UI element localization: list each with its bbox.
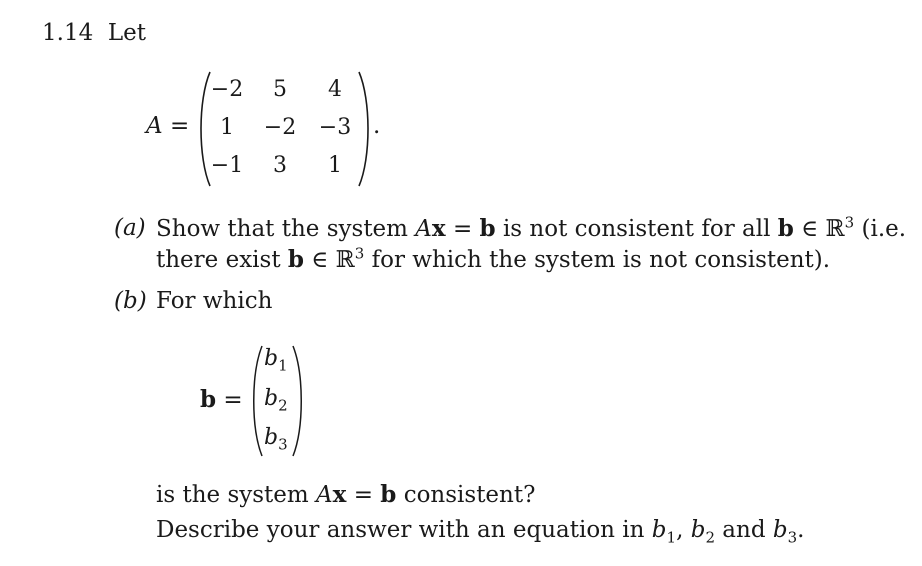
matrix-cell: 3 [273,153,287,178]
matrix-cell: −3 [318,115,352,140]
matrix-cell: 4 [328,77,342,102]
matrix-cell: 1 [220,115,234,140]
matrix-cell: 5 [273,77,287,102]
vector-lhs: b = [200,386,243,413]
matrix-cell: −1 [210,153,244,178]
matrix-lhs: A = [146,113,190,139]
vector-entry: $b_3$ [264,425,288,454]
vector-entry: $b_2$ [264,386,288,415]
matrix-cell: −2 [263,115,297,140]
problem-intro: Let [107,20,146,46]
vector-entry: $b_1$ [264,346,288,375]
vector-right-paren [290,344,306,458]
part-b-label: (b) [114,288,147,314]
matrix-cell: 1 [328,153,342,178]
part-a-line1: Show that the system Ax = b is not consistent for all b ∈ ℝ$^3$ (i.e. [156,213,907,242]
part-b-instruction: Describe your answer with an equation in $b_1$, $b_2$ and $b_3$. [156,517,805,547]
matrix-period: . [373,113,381,139]
part-b-question: is the system Ax = b consistent? [156,481,536,508]
part-a-line2: there exist b ∈ ℝ$^3$ for which the system is not consistent). [156,244,831,273]
problem-number: 1.14 [42,20,94,46]
part-a-label: (a) [114,215,146,241]
problem-heading [42,20,146,46]
part-b-intro: For which [156,288,273,314]
matrix-cell: −2 [210,77,244,102]
